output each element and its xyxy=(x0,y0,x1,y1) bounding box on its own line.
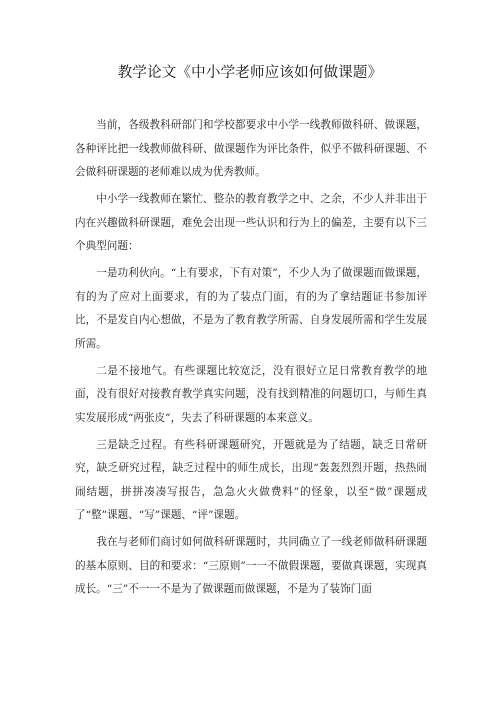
paragraph: 三是缺乏过程。有些科研课题研究，开题就是为了结题，缺乏日常研究，缺乏研究过程，缺乏过程中的师生成长，出现“轰轰烈烈开题，热热闹闹结题，拼拼凑凑写报告，急急火火做费料”的怪象，以至“做”课题成了“整”课题、“写”课题、“评”课题。 xyxy=(75,438,427,521)
paragraph: 我在与老师们商讨如何做科研课题时，共同确立了一线老师做科研课题的基本原则、目的和要求：“三原则”一一不做假课题，要做真课题，实现真成长。“三”不一一不是为了做课题而做课题，不是为了装饰门面 xyxy=(75,536,427,595)
paragraph: 当前，各级教科研部门和学校都要求中小学一线教师做科研、做课题，各种评比把一线教师做科研、做课题作为评比条件，似乎不做科研课题、不会做科研课题的老师难以成为优秀教师。 xyxy=(75,119,427,178)
paragraph: 一是功利伙向。“上有要求，下有对策”，不少人为了做课题而做课题，有的为了应对上面要求，有的为了装点门面，有的为了拿结题证书参加评比，不是发自内心想做，不是为了教育教学所需、自身发展所需和学生发展所需。 xyxy=(75,267,427,350)
paragraph: 中小学一线教师在繁忙、整杂的教育教学之中、之余，不少人并非出于内在兴趣做科研课题，难免会出现一些认识和行为上的偏差，主要有以下三个典型问题： xyxy=(75,193,427,252)
paragraph: 二是不接地气。有些课题比较宽泛，没有很好立足日常教育教学的地面，没有很好对接教育教学真实问题，没有找到精准的问题切口，与师生真实发展形成“两张皮”，失去了科研课题的本来意义。 xyxy=(75,364,427,424)
document-body xyxy=(75,114,427,605)
document-title: 教学论文《中小学老师应该如何做课题》 xyxy=(117,65,383,81)
